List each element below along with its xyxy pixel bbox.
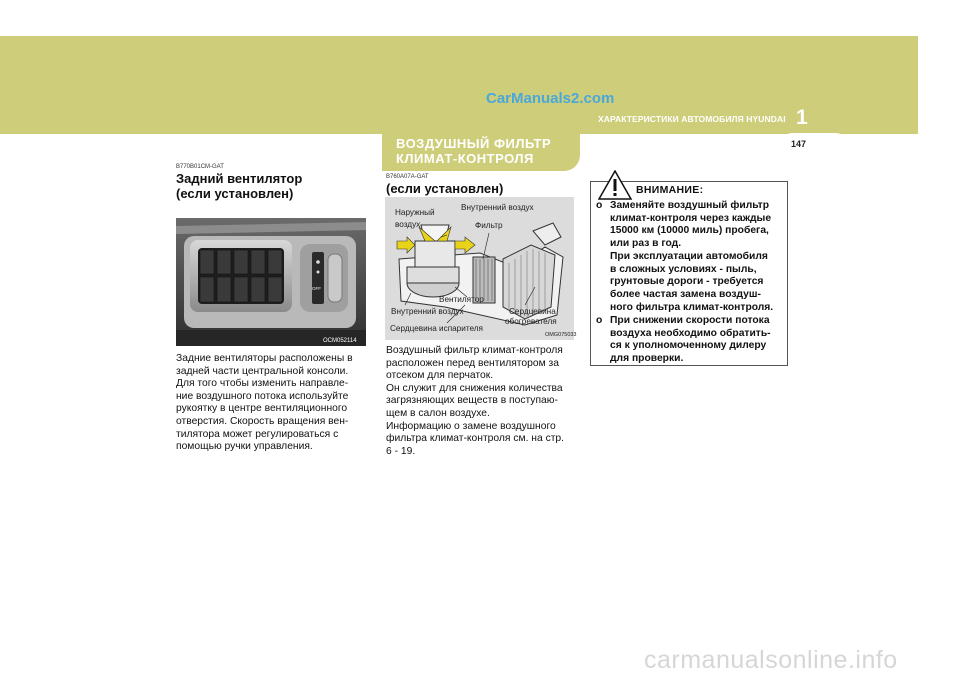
page-number: 147: [791, 139, 807, 149]
label-inside-air-top: Внутренний воздух: [461, 203, 534, 212]
chapter-title: ХАРАКТЕРИСТИКИ АВТОМОБИЛЯ HYUNDAI: [598, 114, 786, 124]
section-tab-line1: ВОЗДУШНЫЙ ФИЛЬТР: [396, 136, 552, 151]
section-heading-sub: (если установлен): [176, 186, 294, 201]
warning-bullet-1: o: [596, 200, 603, 211]
air-filter-diagram: [385, 197, 574, 340]
footer-watermark: carmanualsonline.info: [644, 646, 898, 674]
section-tab-line2: КЛИМАТ-КОНТРОЛЯ: [396, 151, 534, 166]
chapter-number: 1: [796, 106, 808, 129]
label-inside-air-bottom: Внутренний воздух: [391, 307, 464, 316]
warning-bullet-2: o: [596, 315, 603, 326]
diagram-caption: OMG075033: [545, 332, 577, 338]
warning-icon: [598, 170, 632, 200]
label-outside-air-2: воздух: [395, 220, 421, 229]
left-paragraph: Задние вентиляторы расположены в задней части центральной консоли. Для того чтобы изменить направле- ние воздушного потока используйте рукоятку в центре вентиляционного отверстия. Скорость вращения вен- тилятора может регулироваться с помощью ручки управления.: [176, 353, 353, 453]
label-heater-core-2: обогревателя: [505, 317, 557, 326]
site-watermark: CarManuals2.com: [486, 90, 615, 107]
section-tab: [382, 133, 580, 171]
middle-section-heading: (если установлен): [386, 181, 504, 196]
section-heading: Задний вентилятор: [176, 171, 303, 186]
photo-caption: OCM052114: [323, 338, 357, 344]
vent-off-label: OFF: [312, 286, 321, 291]
label-outside-air-1: Наружный: [395, 208, 435, 217]
warning-title: ВНИМАНИЕ:: [636, 184, 704, 196]
label-heater-core-1: Сердцевина: [509, 307, 556, 316]
warning-item-1: Заменяйте воздушный фильтр климат-контроля через каждые 15000 км (10000 миль) пробега, или раз в год. При эксплуатации автомобиля в сложных условиях - пыль, грунтовые дороги - требуется более частая замена воздуш- ного фильтра климат-контроля.: [610, 200, 774, 313]
middle-paragraph: Воздушный фильтр климат-контроля расположен перед вентилятором за отсеком для перчаток. Он служит для снижения количества загрязняющих веществ в поступаю- щем в салон воздухе. Информацию о замене воздушного фильтра климат-контроля см. на стр. 6 - 19.: [386, 345, 565, 457]
label-blower: Вентилятор: [439, 295, 484, 304]
middle-section-code: B760A07A-GAT: [386, 174, 429, 180]
label-evaporator-core: Сердцевина испарителя: [390, 324, 483, 333]
label-filter: Фильтр: [475, 221, 503, 230]
warning-item-2: При снижении скорости потока воздуха необходимо обратить- ся к уполномоченному дилеру для проверки.: [610, 315, 771, 365]
rear-vent-photo: [176, 218, 366, 346]
section-code: B770B01CM-GAT: [176, 164, 224, 170]
